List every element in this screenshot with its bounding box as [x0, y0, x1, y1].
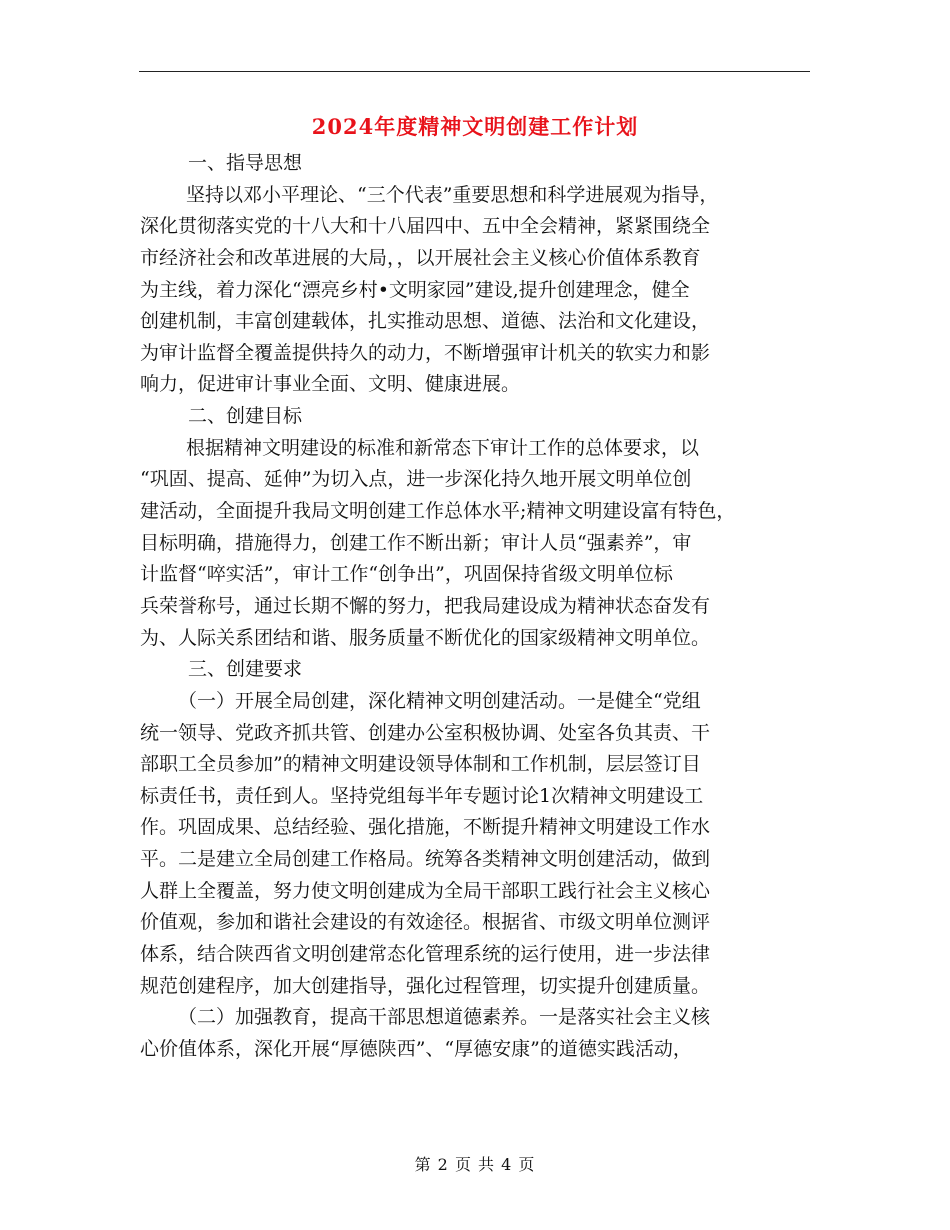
- document-title: 2024年度精神文明创建工作计划: [311, 114, 639, 139]
- paragraph-line: 标责任书，责任到人。坚持党组每半年专题讨论1次精神文明建设工: [140, 784, 704, 807]
- section-heading-guiding-ideology: 一、指导思想: [188, 152, 303, 174]
- paragraph-line: 深化贯彻落实党的十八大和十八届四中、五中全会精神，紧紧围绕全: [140, 215, 711, 238]
- paragraph-line: “巩固、提高、延伸”为切入点，进一步深化持久地开展文明单位创: [140, 468, 692, 491]
- paragraph-line: 根据精神文明建设的标准和新常态下审计工作的总体要求，以: [186, 436, 700, 459]
- paragraph-line: 市经济社会和改革进展的大局，，以开展社会主义核心价值体系教育: [140, 246, 701, 269]
- paragraph-line: 为、人际关系团结和谐、服务质量不断优化的国家级精神文明单位。: [140, 626, 711, 649]
- paragraph-line: 坚持以邓小平理论、“三个代表”重要思想和科学进展观为指导，: [186, 183, 719, 206]
- paragraph-line: 目标明确，措施得力，创建工作不断出新；审计人员“强素养”，审: [140, 531, 692, 554]
- header-rule: [139, 71, 810, 72]
- paragraph-line: 规范创建程序，加大创建指导，强化过程管理，切实提升创建质量。: [140, 974, 711, 997]
- paragraph-line: 统一领导、党政齐抓共管、创建办公室积极协调、处室各负其责、干: [140, 721, 711, 744]
- paragraph-line: （一）开展全局创建，深化精神文明创建活动。一是健全“党组: [178, 689, 701, 712]
- paragraph-line: 建活动，全面提升我局文明创建工作总体水平;精神文明建设富有特色，: [140, 500, 736, 523]
- paragraph-line: 计监督“啐实活”，审计工作“创争出”，巩固保持省级文明单位标: [140, 563, 673, 586]
- section-heading-goals: 二、创建目标: [188, 405, 303, 428]
- paragraph-line: 为审计监督全覆盖提供持久的动力，不断增强审计机关的软实力和影: [140, 341, 711, 364]
- paragraph-line: 部职工全员参加”的精神文明建设领导体制和工作机制，层层签订目: [140, 753, 701, 776]
- section-heading-requirements: 三、创建要求: [188, 658, 303, 681]
- paragraph-line: 心价值体系，深化开展“厚德陕西”、“厚德安康”的道德实践活动，: [140, 1037, 692, 1060]
- paragraph-line: （二）加强教育，提高干部思想道德素养。一是落实社会主义核: [178, 1006, 711, 1029]
- paragraph-line: 作。巩固成果、总结经验、强化措施，不断提升精神文明建设工作水: [140, 816, 711, 839]
- paragraph-line: 体系，结合陕西省文明创建常态化管理系统的运行使用，进一步法律: [140, 943, 711, 966]
- paragraph-line: 平。二是建立全局创建工作格局。统筹各类精神文明创建活动，做到: [140, 848, 711, 871]
- paragraph-line: 人群上全覆盖，努力使文明创建成为全局干部职工践行社会主义核心: [140, 879, 711, 902]
- document-body: [140, 148, 815, 1066]
- paragraph-line: 响力，促进审计事业全面、文明、健康进展。: [140, 373, 521, 396]
- page-number-footer: 第 2 页 共 4 页: [414, 1155, 536, 1174]
- paragraph-line: 价值观，参加和谐社会建设的有效途径。根据省、市级文明单位测评: [140, 911, 711, 934]
- paragraph-line: 创建机制，丰富创建载体，扎实推动思想、道德、法治和文化建设，: [140, 310, 711, 333]
- paragraph-line: 兵荣誉称号，通过长期不懈的努力，把我局建设成为精神状态奋发有: [140, 594, 711, 617]
- paragraph-line: 为主线，着力深化“漂亮乡村•文明家园”建设,提升创建理念，健全: [140, 278, 690, 301]
